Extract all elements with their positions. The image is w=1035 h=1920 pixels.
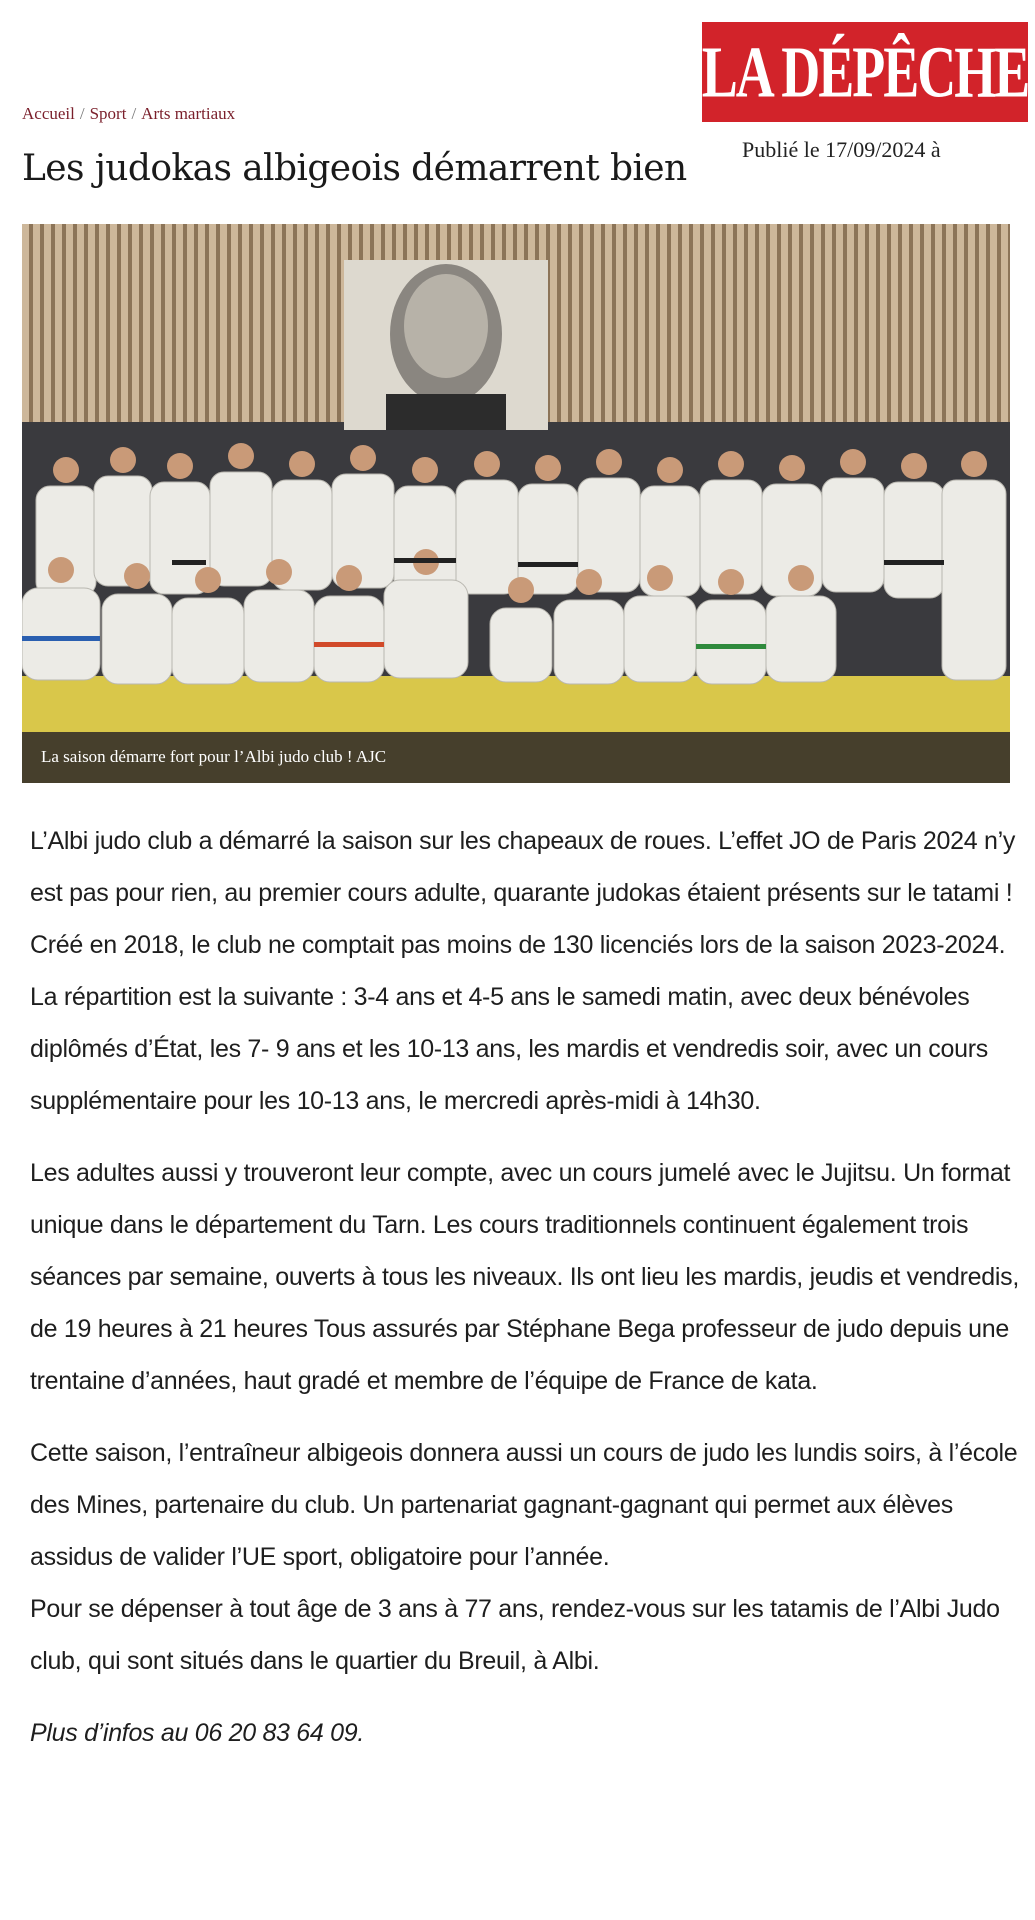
article-paragraph: Cette saison, l’entraîneur albigeois donnera aussi un cours de judo les lundis soirs, à l’école des Mines, partenaire du club. Un partenariat gagnant-gagnant qui permet aux élèves assidus de valider l’UE sport, obligatoire pour l’année. <box>30 1439 1018 1571</box>
photo-caption: La saison démarre fort pour l’Albi judo club ! AJC <box>41 747 387 766</box>
breadcrumb-item-sport[interactable]: Sport <box>89 104 127 123</box>
article-title: Les judokas albigeois démarrent bien <box>22 148 687 189</box>
breadcrumb-item-arts-martiaux[interactable]: Arts martiaux <box>141 104 236 123</box>
breadcrumb-item-accueil[interactable]: Accueil <box>22 104 75 123</box>
group-photo-illustration <box>22 224 1010 732</box>
article-figure <box>22 224 1010 783</box>
article-paragraph: Pour se dépenser à tout âge de 3 ans à 77 ans, rendez-vous sur les tatamis de l’Albi Judo club, qui sont situés dans le quartier du Breuil, à Albi. <box>30 1595 1000 1675</box>
published-date: Publié le 17/09/2024 à <box>742 137 941 162</box>
article-photo[interactable] <box>22 224 1010 732</box>
article-paragraph: Les adultes aussi y trouveront leur compte, avec un cours jumelé avec le Jujitsu. Un format unique dans le département du Tarn. Les cours traditionnels continuent également trois séances par semaine, ouverts à tous les niveaux. Ils ont lieu les mardis, jeudis et vendredis, de 19 heures à 21 heures Tous assurés par Stéphane Bega professeur de judo depuis une trentaine d’années, haut gradé et membre de l’équipe de France de kata. <box>30 1159 1019 1395</box>
breadcrumb-separator: / <box>131 104 137 123</box>
article-body <box>30 815 1020 1779</box>
breadcrumb <box>22 104 235 124</box>
site-logo[interactable] <box>702 22 1028 122</box>
article-paragraph: L’Albi judo club a démarré la saison sur les chapeaux de roues. L’effet JO de Paris 2024 n’y est pas pour rien, au premier cours adulte, quarante judokas étaient présents sur le tatami ! Créé en 2018, le club ne comptait pas moins de 130 licenciés lors de la saison 2023-2024. La répartition est la suivante : 3-4 ans et 4-5 ans le samedi matin, avec deux bénévoles diplômés d’État, les 7- 9 ans et les 10-13 ans, les mardis et vendredis soir, avec un cours supplémentaire pour les 10-13 ans, le mercredi après-midi à 14h30. <box>30 827 1016 1115</box>
contact-info: Plus d’infos au 06 20 83 64 09. <box>30 1719 365 1747</box>
breadcrumb-separator: / <box>79 104 85 123</box>
logo-text: LA DÉPÊCHE <box>701 31 1029 113</box>
